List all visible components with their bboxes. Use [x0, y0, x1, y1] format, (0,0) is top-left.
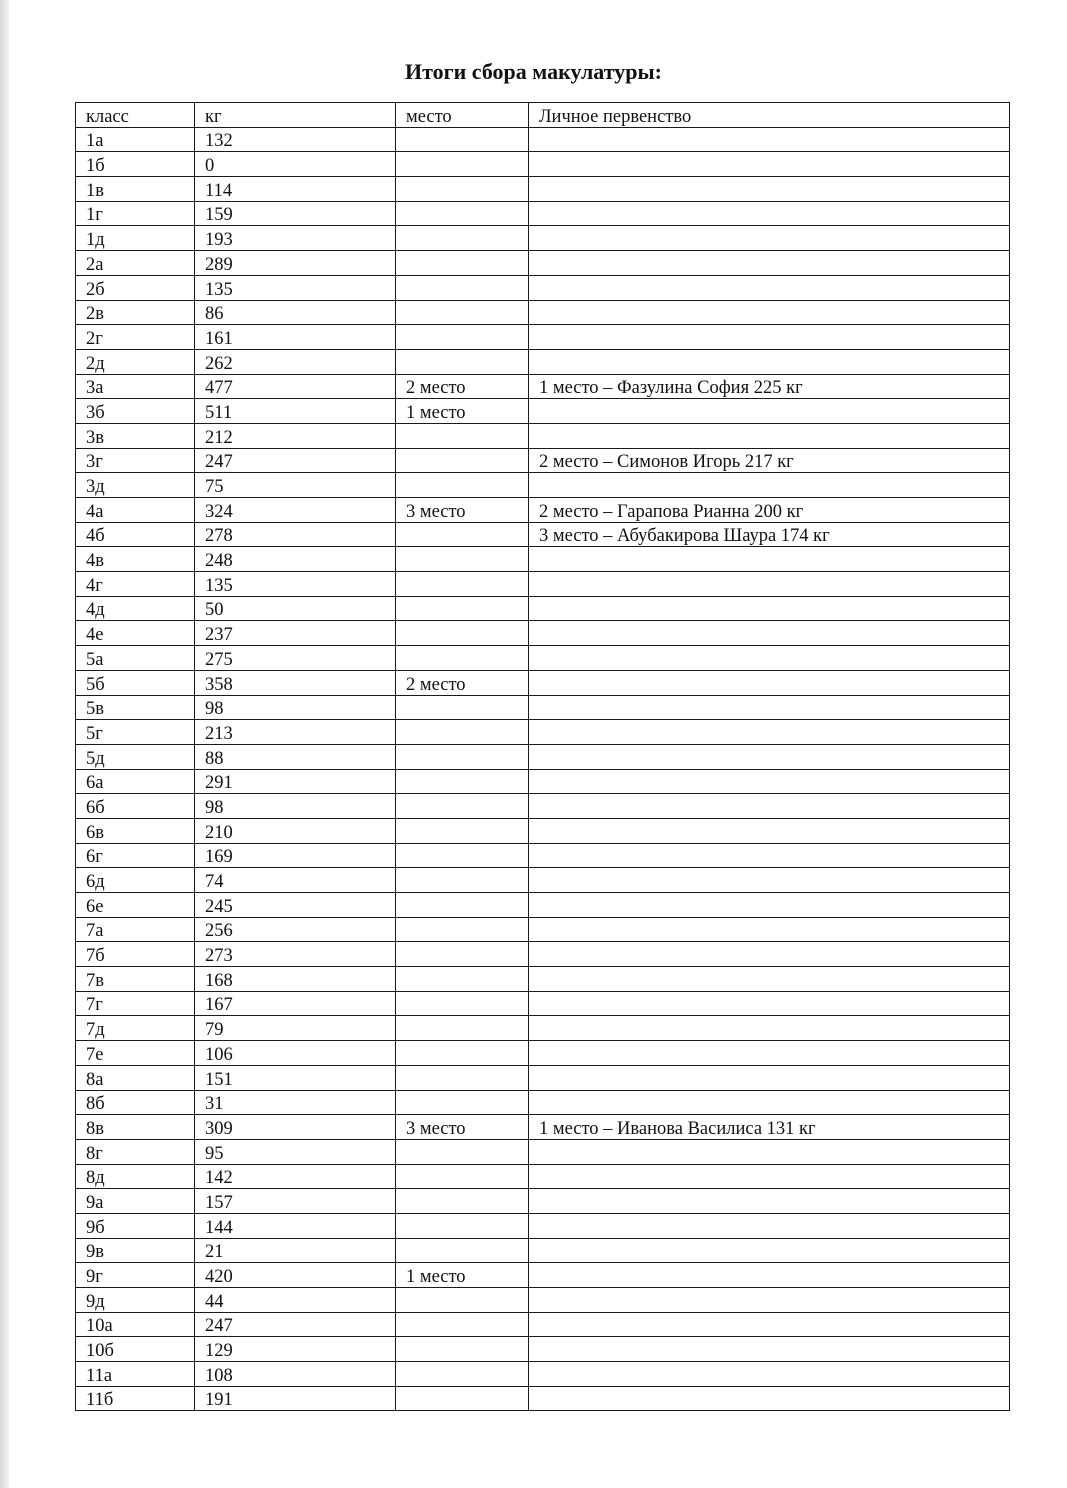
cell-place: 3 место — [396, 498, 529, 523]
cell-class: 2д — [76, 349, 195, 374]
cell-place — [396, 325, 529, 350]
cell-place: 2 место — [396, 374, 529, 399]
cell-class: 7г — [76, 991, 195, 1016]
cell-kg: 212 — [195, 423, 396, 448]
cell-class: 7в — [76, 967, 195, 992]
cell-place: 2 место — [396, 670, 529, 695]
cell-kg: 477 — [195, 374, 396, 399]
table-row — [76, 596, 1010, 621]
cell-place — [396, 1139, 529, 1164]
cell-place — [396, 1386, 529, 1411]
table-row — [76, 572, 1010, 597]
table-row — [76, 522, 1010, 547]
cell-kg: 106 — [195, 1041, 396, 1066]
cell-class: 6г — [76, 843, 195, 868]
cell-personal — [529, 596, 1010, 621]
cell-kg: 114 — [195, 177, 396, 202]
cell-kg: 161 — [195, 325, 396, 350]
cell-class: 6а — [76, 769, 195, 794]
cell-personal — [529, 300, 1010, 325]
table-row — [76, 1213, 1010, 1238]
table-row — [76, 843, 1010, 868]
cell-class: 6е — [76, 893, 195, 918]
cell-personal — [529, 1337, 1010, 1362]
cell-personal — [529, 349, 1010, 374]
table-row — [76, 127, 1010, 152]
cell-class: 7б — [76, 942, 195, 967]
table-row — [76, 300, 1010, 325]
cell-personal — [529, 695, 1010, 720]
cell-place — [396, 349, 529, 374]
cell-class: 8г — [76, 1139, 195, 1164]
cell-kg: 95 — [195, 1139, 396, 1164]
cell-class: 6б — [76, 794, 195, 819]
table-row — [76, 1189, 1010, 1214]
cell-class: 3д — [76, 473, 195, 498]
cell-kg: 191 — [195, 1386, 396, 1411]
cell-kg: 132 — [195, 127, 396, 152]
table-row — [76, 1065, 1010, 1090]
cell-place — [396, 1065, 529, 1090]
cell-place — [396, 967, 529, 992]
cell-personal — [529, 744, 1010, 769]
cell-place — [396, 621, 529, 646]
cell-class: 2г — [76, 325, 195, 350]
table-row — [76, 1016, 1010, 1041]
cell-personal — [529, 399, 1010, 424]
cell-kg: 86 — [195, 300, 396, 325]
cell-place — [396, 1362, 529, 1387]
cell-place — [396, 991, 529, 1016]
cell-personal — [529, 275, 1010, 300]
table-row — [76, 1115, 1010, 1140]
cell-place: 1 место — [396, 1263, 529, 1288]
cell-class: 8в — [76, 1115, 195, 1140]
cell-place — [396, 522, 529, 547]
cell-place — [396, 794, 529, 819]
table-row — [76, 744, 1010, 769]
table-row — [76, 1337, 1010, 1362]
column-header-place: место — [396, 103, 529, 128]
cell-kg: 247 — [195, 1312, 396, 1337]
cell-class: 2а — [76, 251, 195, 276]
cell-personal — [529, 646, 1010, 671]
cell-class: 1в — [76, 177, 195, 202]
cell-kg: 245 — [195, 893, 396, 918]
cell-class: 1д — [76, 226, 195, 251]
cell-place — [396, 1337, 529, 1362]
table-body — [76, 127, 1010, 1411]
table-row — [76, 349, 1010, 374]
cell-kg: 142 — [195, 1164, 396, 1189]
cell-class: 3б — [76, 399, 195, 424]
column-header-kg: кг — [195, 103, 396, 128]
cell-personal — [529, 152, 1010, 177]
table-row — [76, 769, 1010, 794]
cell-kg: 108 — [195, 1362, 396, 1387]
table-row — [76, 1312, 1010, 1337]
cell-place — [396, 1238, 529, 1263]
cell-place — [396, 1312, 529, 1337]
cell-class: 7е — [76, 1041, 195, 1066]
cell-personal — [529, 769, 1010, 794]
cell-kg: 144 — [195, 1213, 396, 1238]
cell-class: 9а — [76, 1189, 195, 1214]
cell-class: 5г — [76, 720, 195, 745]
cell-personal — [529, 226, 1010, 251]
cell-personal — [529, 251, 1010, 276]
cell-personal: 3 место – Абубакирова Шаура 174 кг — [529, 522, 1010, 547]
cell-kg: 74 — [195, 868, 396, 893]
cell-personal — [529, 473, 1010, 498]
cell-class: 5д — [76, 744, 195, 769]
cell-kg: 79 — [195, 1016, 396, 1041]
cell-class: 1г — [76, 201, 195, 226]
cell-personal — [529, 843, 1010, 868]
cell-personal — [529, 423, 1010, 448]
table-row — [76, 251, 1010, 276]
table-row — [76, 399, 1010, 424]
table-row — [76, 868, 1010, 893]
cell-class: 11а — [76, 1362, 195, 1387]
cell-place — [396, 917, 529, 942]
cell-personal — [529, 720, 1010, 745]
table-row — [76, 325, 1010, 350]
cell-class: 4г — [76, 572, 195, 597]
table-row — [76, 374, 1010, 399]
cell-kg: 169 — [195, 843, 396, 868]
cell-personal — [529, 1386, 1010, 1411]
cell-place — [396, 300, 529, 325]
cell-kg: 247 — [195, 448, 396, 473]
cell-class: 2в — [76, 300, 195, 325]
cell-place — [396, 720, 529, 745]
cell-personal — [529, 794, 1010, 819]
cell-personal — [529, 1041, 1010, 1066]
cell-class: 9б — [76, 1213, 195, 1238]
cell-place — [396, 1189, 529, 1214]
cell-place — [396, 769, 529, 794]
cell-personal: 1 место – Фазулина София 225 кг — [529, 374, 1010, 399]
cell-place — [396, 547, 529, 572]
cell-place — [396, 942, 529, 967]
cell-place — [396, 177, 529, 202]
cell-kg: 31 — [195, 1090, 396, 1115]
cell-class: 10б — [76, 1337, 195, 1362]
table-row — [76, 547, 1010, 572]
cell-class: 5б — [76, 670, 195, 695]
cell-personal — [529, 201, 1010, 226]
cell-class: 3г — [76, 448, 195, 473]
cell-kg: 44 — [195, 1288, 396, 1313]
cell-place — [396, 572, 529, 597]
cell-personal — [529, 868, 1010, 893]
cell-class: 5а — [76, 646, 195, 671]
cell-personal — [529, 1016, 1010, 1041]
cell-kg: 159 — [195, 201, 396, 226]
cell-personal — [529, 127, 1010, 152]
cell-class: 1а — [76, 127, 195, 152]
cell-class: 7а — [76, 917, 195, 942]
cell-kg: 273 — [195, 942, 396, 967]
results-table — [75, 102, 1010, 1411]
cell-personal — [529, 325, 1010, 350]
cell-personal — [529, 1139, 1010, 1164]
cell-place — [396, 1164, 529, 1189]
cell-kg: 262 — [195, 349, 396, 374]
table-row — [76, 695, 1010, 720]
cell-place — [396, 843, 529, 868]
table-header-row — [76, 103, 1010, 128]
cell-class: 9в — [76, 1238, 195, 1263]
cell-place — [396, 744, 529, 769]
cell-kg: 0 — [195, 152, 396, 177]
table-row — [76, 1041, 1010, 1066]
cell-class: 2б — [76, 275, 195, 300]
cell-personal — [529, 1238, 1010, 1263]
cell-place — [396, 1016, 529, 1041]
cell-class: 7д — [76, 1016, 195, 1041]
cell-place — [396, 201, 529, 226]
cell-place — [396, 1090, 529, 1115]
table-row — [76, 621, 1010, 646]
table-row — [76, 201, 1010, 226]
cell-class: 11б — [76, 1386, 195, 1411]
table-row — [76, 967, 1010, 992]
cell-place — [396, 275, 529, 300]
table-row — [76, 1386, 1010, 1411]
cell-kg: 98 — [195, 794, 396, 819]
cell-personal — [529, 1090, 1010, 1115]
cell-kg: 324 — [195, 498, 396, 523]
cell-personal — [529, 1065, 1010, 1090]
cell-place — [396, 251, 529, 276]
table-row — [76, 794, 1010, 819]
cell-class: 3в — [76, 423, 195, 448]
cell-kg: 278 — [195, 522, 396, 547]
cell-kg: 289 — [195, 251, 396, 276]
table-row — [76, 448, 1010, 473]
cell-kg: 167 — [195, 991, 396, 1016]
table-row — [76, 646, 1010, 671]
cell-place — [396, 893, 529, 918]
cell-kg: 168 — [195, 967, 396, 992]
cell-personal: 2 место – Гарапова Рианна 200 кг — [529, 498, 1010, 523]
cell-personal — [529, 177, 1010, 202]
cell-kg: 291 — [195, 769, 396, 794]
cell-class: 3а — [76, 374, 195, 399]
cell-class: 9д — [76, 1288, 195, 1313]
table-row — [76, 177, 1010, 202]
cell-kg: 21 — [195, 1238, 396, 1263]
cell-place — [396, 1288, 529, 1313]
table-row — [76, 275, 1010, 300]
cell-class: 8д — [76, 1164, 195, 1189]
cell-personal — [529, 1362, 1010, 1387]
cell-kg: 50 — [195, 596, 396, 621]
cell-personal: 1 место – Иванова Василиса 131 кг — [529, 1115, 1010, 1140]
table-row — [76, 670, 1010, 695]
table-row — [76, 1090, 1010, 1115]
cell-place — [396, 818, 529, 843]
cell-kg: 135 — [195, 572, 396, 597]
cell-kg: 256 — [195, 917, 396, 942]
table-row — [76, 1362, 1010, 1387]
cell-class: 6в — [76, 818, 195, 843]
table-row — [76, 473, 1010, 498]
cell-personal — [529, 818, 1010, 843]
cell-class: 8а — [76, 1065, 195, 1090]
cell-kg: 210 — [195, 818, 396, 843]
cell-personal — [529, 967, 1010, 992]
cell-kg: 151 — [195, 1065, 396, 1090]
cell-class: 1б — [76, 152, 195, 177]
cell-personal — [529, 917, 1010, 942]
cell-kg: 275 — [195, 646, 396, 671]
cell-class: 9г — [76, 1263, 195, 1288]
cell-place: 1 место — [396, 399, 529, 424]
column-header-class: класс — [76, 103, 195, 128]
cell-kg: 213 — [195, 720, 396, 745]
cell-class: 4е — [76, 621, 195, 646]
page-title: Итоги сбора макулатуры: — [405, 59, 662, 84]
cell-kg: 248 — [195, 547, 396, 572]
cell-personal: 2 место – Симонов Игорь 217 кг — [529, 448, 1010, 473]
cell-place — [396, 1213, 529, 1238]
cell-personal — [529, 621, 1010, 646]
table-row — [76, 423, 1010, 448]
cell-place — [396, 473, 529, 498]
cell-place — [396, 1041, 529, 1066]
cell-personal — [529, 1189, 1010, 1214]
cell-place — [396, 423, 529, 448]
cell-kg: 75 — [195, 473, 396, 498]
cell-kg: 129 — [195, 1337, 396, 1362]
cell-class: 8б — [76, 1090, 195, 1115]
cell-class: 5в — [76, 695, 195, 720]
table-row — [76, 942, 1010, 967]
cell-kg: 157 — [195, 1189, 396, 1214]
table-row — [76, 498, 1010, 523]
cell-personal — [529, 1288, 1010, 1313]
table-row — [76, 1263, 1010, 1288]
cell-place — [396, 448, 529, 473]
cell-place — [396, 868, 529, 893]
table-row — [76, 226, 1010, 251]
table-row — [76, 1238, 1010, 1263]
cell-kg: 309 — [195, 1115, 396, 1140]
cell-personal — [529, 893, 1010, 918]
cell-place — [396, 695, 529, 720]
cell-place — [396, 596, 529, 621]
page-edge-shadow — [0, 0, 9, 1488]
column-header-personal: Личное первенство — [529, 103, 1010, 128]
cell-kg: 88 — [195, 744, 396, 769]
cell-place: 3 место — [396, 1115, 529, 1140]
cell-personal — [529, 547, 1010, 572]
cell-kg: 237 — [195, 621, 396, 646]
cell-class: 4а — [76, 498, 195, 523]
table-row — [76, 991, 1010, 1016]
cell-kg: 511 — [195, 399, 396, 424]
cell-personal — [529, 572, 1010, 597]
table-row — [76, 818, 1010, 843]
table-row — [76, 917, 1010, 942]
table-row — [76, 1288, 1010, 1313]
cell-personal — [529, 1312, 1010, 1337]
cell-class: 4б — [76, 522, 195, 547]
table-row — [76, 1139, 1010, 1164]
cell-personal — [529, 1164, 1010, 1189]
table-row — [76, 152, 1010, 177]
cell-class: 6д — [76, 868, 195, 893]
cell-kg: 135 — [195, 275, 396, 300]
cell-personal — [529, 1263, 1010, 1288]
cell-kg: 98 — [195, 695, 396, 720]
cell-class: 4д — [76, 596, 195, 621]
cell-personal — [529, 1213, 1010, 1238]
cell-kg: 358 — [195, 670, 396, 695]
cell-place — [396, 152, 529, 177]
cell-personal — [529, 670, 1010, 695]
cell-place — [396, 127, 529, 152]
table-row — [76, 893, 1010, 918]
cell-personal — [529, 942, 1010, 967]
cell-kg: 420 — [195, 1263, 396, 1288]
cell-class: 4в — [76, 547, 195, 572]
table-row — [76, 720, 1010, 745]
cell-kg: 193 — [195, 226, 396, 251]
cell-place — [396, 226, 529, 251]
cell-class: 10а — [76, 1312, 195, 1337]
cell-place — [396, 646, 529, 671]
table-row — [76, 1164, 1010, 1189]
cell-personal — [529, 991, 1010, 1016]
